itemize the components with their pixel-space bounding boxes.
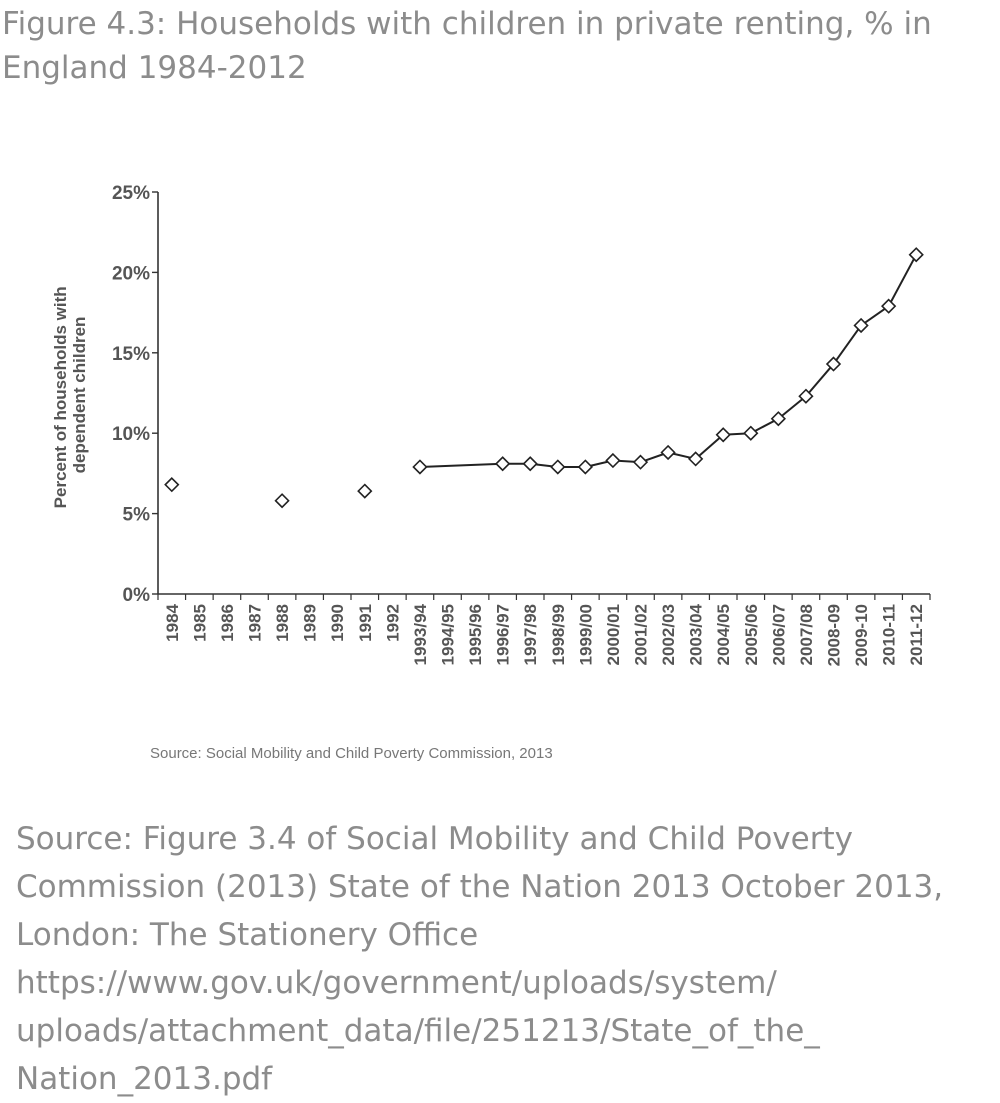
x-tick-label: 2011-12 xyxy=(907,604,927,666)
data-point xyxy=(276,494,289,507)
x-tick-label: 1996/97 xyxy=(493,604,513,666)
y-tick-label: 20% xyxy=(111,263,150,285)
chart-source-note: Source: Social Mobility and Child Poverty Commission, 2013 xyxy=(150,745,553,762)
x-tick-label: 1985 xyxy=(190,604,210,642)
data-point xyxy=(882,300,895,313)
x-tick-label: 2005/06 xyxy=(741,604,761,666)
x-tick-label: 1988 xyxy=(273,604,293,642)
x-tick-label: 1986 xyxy=(217,604,237,642)
x-tick-label: 2010-11 xyxy=(879,604,899,666)
data-point xyxy=(910,248,923,261)
citation-line: Source: Figure 3.4 of Social Mobility and Child Poverty xyxy=(16,821,853,857)
x-tick-label: 1998/99 xyxy=(548,604,568,666)
data-point xyxy=(551,460,564,473)
data-point xyxy=(524,457,537,470)
data-point xyxy=(662,446,675,459)
citation-url-line: https://www.gov.uk/government/uploads/system/ xyxy=(16,965,777,1001)
data-point xyxy=(165,478,178,491)
x-tick-label: 1990 xyxy=(328,604,348,642)
x-tick-label: 1997/98 xyxy=(521,604,541,666)
x-tick-label: 2006/07 xyxy=(769,604,789,666)
data-point xyxy=(579,460,592,473)
x-tick-label: 2000/01 xyxy=(603,604,623,666)
figure-title: Figure 4.3: Households with children in private renting, % in England 1984-2012 xyxy=(2,6,932,86)
series-line-segment xyxy=(834,325,862,364)
x-tick-label: 1991 xyxy=(355,604,375,642)
y-tick-label: 15% xyxy=(111,343,150,365)
x-tick-label: 1992 xyxy=(383,604,403,642)
line-chart xyxy=(0,170,1000,740)
y-tick-label: 10% xyxy=(111,424,150,446)
x-tick-label: 2004/05 xyxy=(714,604,734,666)
data-point xyxy=(634,456,647,469)
data-point xyxy=(855,319,868,332)
y-tick-label: 25% xyxy=(111,183,150,204)
y-tick-label: 0% xyxy=(122,585,150,606)
citation-url-line: Nation_2013.pdf xyxy=(16,1061,273,1097)
data-point xyxy=(744,427,757,440)
data-point xyxy=(413,460,426,473)
x-tick-label: 1993/94 xyxy=(410,604,430,666)
data-point xyxy=(358,485,371,498)
y-axis-label-line-2: dependent children xyxy=(70,316,89,474)
citation-line: London: The Stationery Office xyxy=(16,917,479,953)
x-tick-label: 1994/95 xyxy=(438,604,458,666)
citation xyxy=(16,815,991,1103)
x-tick-label: 2001/02 xyxy=(631,604,651,666)
data-point xyxy=(606,454,619,467)
series-line-segment xyxy=(889,255,917,306)
x-tick-label: 2003/04 xyxy=(686,604,706,666)
x-tick-label: 1987 xyxy=(245,604,265,642)
x-tick-label: 2007/08 xyxy=(796,604,816,666)
x-tick-label: 2008-09 xyxy=(824,604,844,667)
x-tick-label: 2009-10 xyxy=(852,604,872,667)
x-tick-label: 2002/03 xyxy=(659,604,679,666)
y-axis-label-line-1: Percent of households with xyxy=(51,286,70,509)
series-line-segment xyxy=(806,364,834,396)
x-tick-label: 1999/00 xyxy=(576,604,596,666)
x-tick-label: 1984 xyxy=(162,604,182,642)
x-tick-label: 1989 xyxy=(300,604,320,642)
x-tick-label: 1995/96 xyxy=(466,604,486,666)
series-line-segment xyxy=(420,464,503,467)
citation-url-line: uploads/attachment_data/file/251213/State_of_the_ xyxy=(16,1013,820,1049)
y-tick-label: 5% xyxy=(122,504,150,526)
data-point xyxy=(496,457,509,470)
citation-line: Commission (2013) State of the Nation 2013 October 2013, xyxy=(16,869,944,905)
y-axis-label xyxy=(51,282,89,509)
series-line-segment xyxy=(696,435,724,459)
